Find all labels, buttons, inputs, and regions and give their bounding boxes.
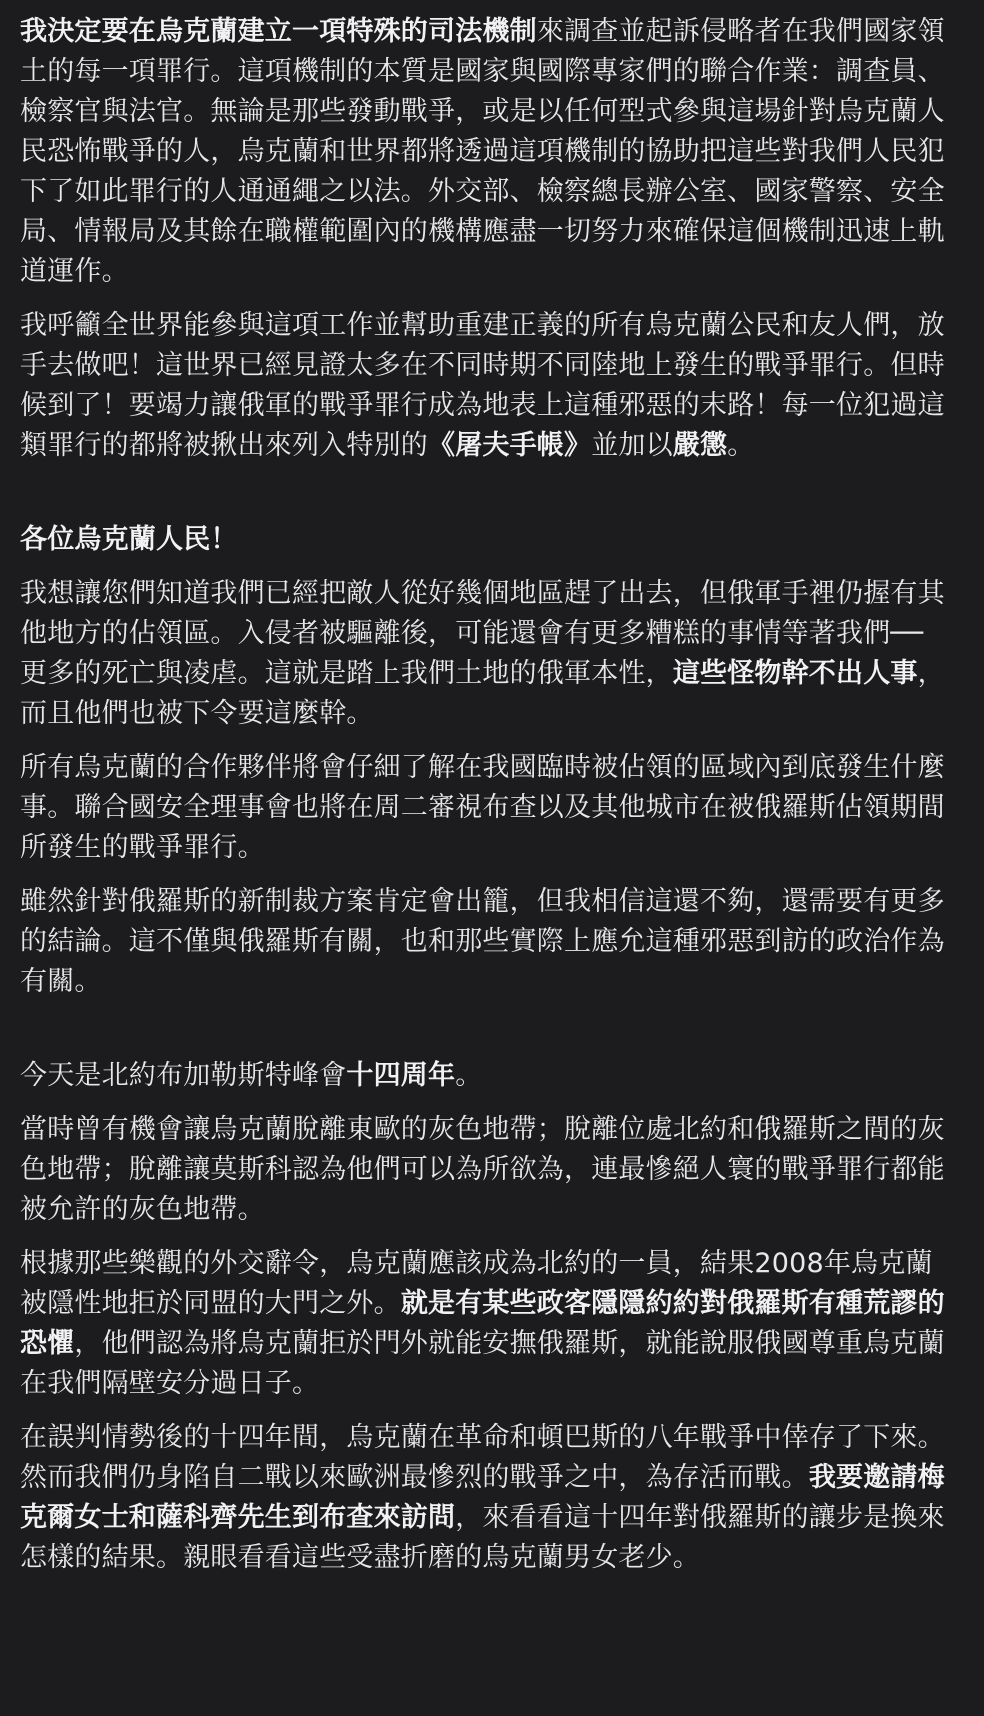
post-paragraph (20, 1418, 950, 1578)
post-paragraph (20, 520, 950, 560)
paragraph-text: ，他們認為將烏克蘭拒於門外就能安撫俄羅斯，就能說服俄國尊重烏克蘭在我們隔壁安分過日子。 (20, 1328, 945, 1399)
paragraph-text: 我呼籲全世界能參與這項工作並幫助重建正義的所有烏克蘭公民和友人們，放手去做吧！這世界已經見證太多在不同時期不同陸地上發生的戰爭罪行。但時候到了！要竭力讓俄軍的戰爭罪行成為地表上這種邪惡的末路！每一位犯過這類罪行的都將被揪出來列入特別的 (20, 310, 945, 461)
emphasized-text: 就是有某些政客隱隱約約對俄羅斯有種荒謬的恐懼 (20, 1288, 945, 1359)
post-paragraph (20, 1056, 950, 1096)
post-paragraph (20, 882, 950, 1002)
section-spacer (20, 480, 950, 520)
section-spacer (20, 1016, 950, 1056)
paragraph-text: 我想讓您們知道我們已經把敵人從好幾個地區趕了出去，但俄軍手裡仍握有其他地方的佔領區。入侵者被驅離後，可能還會有更多糟糕的事情等著我們──更多的死亡與凌虐。這就是踏上我們土地的俄軍本性， (20, 578, 945, 689)
emphasized-text: 我決定要在烏克蘭建立一項特殊的司法機制 (20, 16, 537, 47)
paragraph-text: 當時曾有機會讓烏克蘭脫離東歐的灰色地帶；脫離位處北約和俄羅斯之間的灰色地帶；脫離讓莫斯科認為他們可以為所欲為，連最慘絕人寰的戰爭罪行都能被允許的灰色地帶。 (20, 1114, 945, 1225)
emphasized-text: 《屠夫手帳》 (428, 430, 592, 461)
paragraph-text: 今天是北約布加勒斯特峰會 (20, 1060, 347, 1091)
emphasized-text: 這些怪物幹不出人事 (672, 658, 918, 689)
paragraph-text: ，而且他們也被下令要這麼幹。 (20, 658, 945, 729)
paragraph-text: 在誤判情勢後的十四年間，烏克蘭在革命和頓巴斯的八年戰爭中倖存了下來。然而我們仍身陷自二戰以來歐洲最慘烈的戰爭之中，為存活而戰。 (20, 1422, 945, 1493)
post-paragraph (20, 1110, 950, 1230)
emphasized-text: 十四周年 (346, 1060, 456, 1091)
paragraph-text: 。 (455, 1060, 483, 1091)
post-paragraph (20, 306, 950, 466)
paragraph-text: 根據那些樂觀的外交辭令，烏克蘭應該成為北約的一員，結果2008年烏克蘭被隱性地拒於同盟的大門之外。 (20, 1248, 933, 1319)
paragraph-text: 來調查並起訴侵略者在我們國家領土的每一項罪行。這項機制的本質是國家與國際專家們的聯合作業：調查員、檢察官與法官。無論是那些發動戰爭，或是以任何型式參與這場針對烏克蘭人民恐怖戰爭的人，烏克蘭和世界都將透過這項機制的協助把這些對我們人民犯下了如此罪行的人通通繩之以法。外交部、檢察總長辦公室、國家警察、安全局、情報局及其餘在職權範圍內的機構應盡一切努力來確保這個機制迅速上軌道運作。 (20, 16, 945, 287)
paragraph-text: ，來看看這十四年對俄羅斯的讓步是換來怎樣的結果。親眼看看這些受盡折磨的烏克蘭男女老少。 (20, 1502, 945, 1573)
paragraph-text: 雖然針對俄羅斯的新制裁方案肯定會出籠，但我相信這還不夠，還需要有更多的結論。這不僅與俄羅斯有關，也和那些實際上應允這種邪惡到訪的政治作為有關。 (20, 886, 945, 997)
post-paragraph (20, 1244, 950, 1404)
post-paragraph (20, 748, 950, 868)
post-paragraph (20, 574, 950, 734)
paragraph-text: 。 (727, 430, 755, 461)
paragraph-text: 所有烏克蘭的合作夥伴將會仔細了解在我國臨時被佔領的區域內到底發生什麼事。聯合國安全理事會也將在周二審視布查以及其他城市在被俄羅斯佔領期間所發生的戰爭罪行。 (20, 752, 945, 863)
post-paragraph (20, 12, 950, 292)
emphasized-text: 嚴懲 (672, 430, 728, 461)
emphasized-text: 各位烏克蘭人民！ (20, 524, 238, 555)
emphasized-text: 我要邀請梅克爾女士和薩科齊先生到布查來訪問 (20, 1462, 945, 1533)
paragraph-text: 並加以 (591, 430, 673, 461)
